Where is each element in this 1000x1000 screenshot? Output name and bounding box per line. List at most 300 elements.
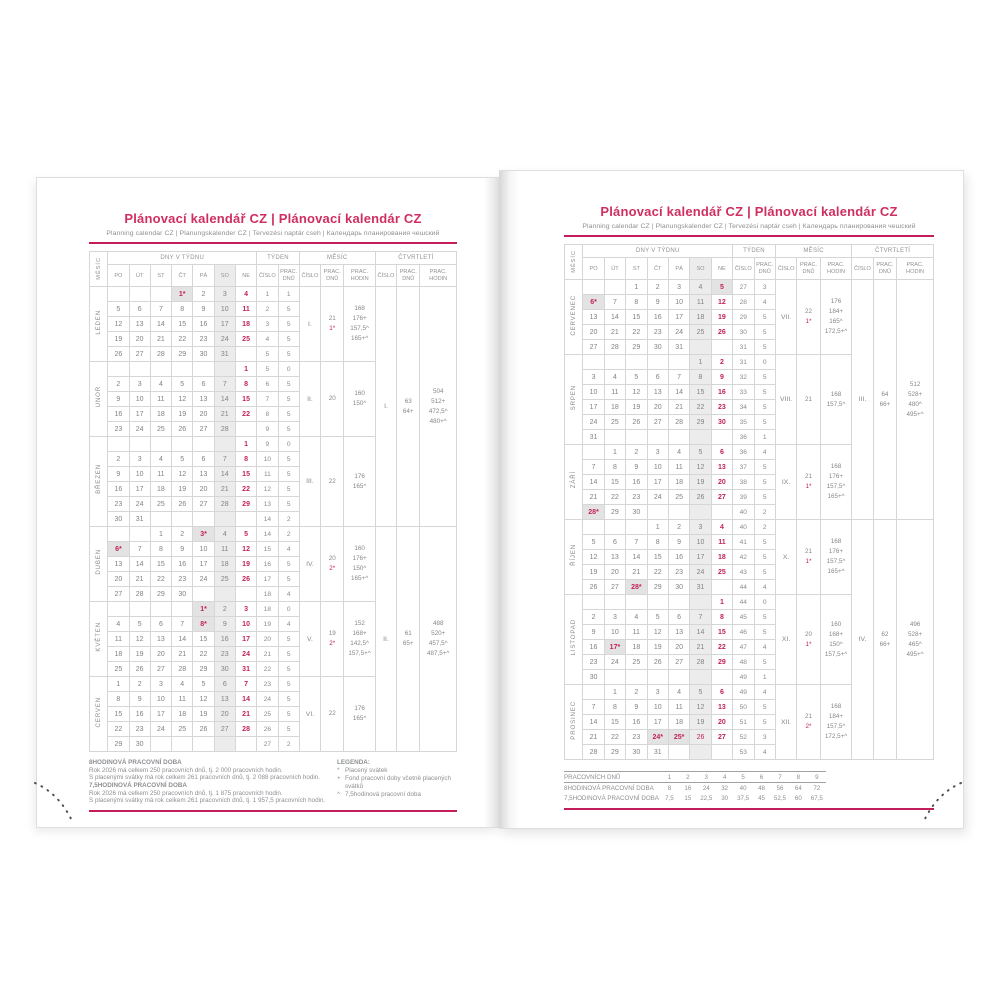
week-number-cell: 50 [733,700,754,715]
day-cell [690,505,711,520]
day-cell: 16 [214,632,235,647]
quarter-hours-cell: 504 512+ 472,5^ 480+^ [420,287,457,527]
day-cell: 20 [583,325,604,340]
day-cell: 25 [214,572,235,587]
day-cell: 11 [604,385,625,400]
day-cell: 28 [604,340,625,355]
day-cell: 29 [172,347,193,362]
legend-item: + Fond pracovní doby včetně placených svátků [337,775,452,790]
day-cell [690,670,711,685]
day-cell: 22 [108,722,129,737]
day-cell: 4 [711,520,732,535]
week-workdays-cell: 0 [754,595,775,610]
day-cell: 9 [193,302,214,317]
day-cell: 7 [626,535,647,550]
quarter-number-cell: I. [375,287,396,527]
week-workdays-cell: 4 [278,542,299,557]
mini-value-cell: 8 [789,772,807,783]
day-cell: 11 [668,700,689,715]
day-cell [626,430,647,445]
day-cell: 6 [193,452,214,467]
week-workdays-cell: 5 [754,310,775,325]
mini-value-cell: 32 [721,784,729,792]
day-cell: 9 [583,625,604,640]
day-cell: 8 [647,535,668,550]
week-workdays-cell: 5 [754,550,775,565]
week-workdays-cell: 4 [754,640,775,655]
day-cell: 20 [711,475,732,490]
quarter-number-cell: II. [375,527,396,752]
footer-rule [564,808,934,810]
day-cell: 6 [668,610,689,625]
day-cell: 20 [647,400,668,415]
day-cell: 16 [108,407,129,422]
mini-value-cell: 56 [776,784,784,792]
day-cell: 13 [214,692,235,707]
page-subtitle: Planning calendar CZ | Planungskalender CZ | Tervezési naptár cseh | Календарь планирования чешский [582,223,916,230]
day-cell: 1 [108,677,129,692]
day-cell [626,670,647,685]
day-cell: 18 [668,475,689,490]
day-cell: 30 [214,662,235,677]
day-cell: 17 [690,550,711,565]
day-cell [129,287,150,302]
day-cell: 16 [626,475,647,490]
day-cell: 9 [108,467,129,482]
week-number-cell: 4 [257,332,278,347]
month-name: ČERVEN [90,677,108,752]
day-cell: 7 [690,610,711,625]
day-cell [235,422,256,437]
day-cell: 10 [647,460,668,475]
day-cell [647,595,668,610]
day-cell: 8* [193,617,214,632]
day-cell: 11 [690,295,711,310]
day-cell: 18 [214,557,235,572]
month-hours-cell: 168 176+ 157,5^ 165+^ [344,287,375,362]
day-cell [690,430,711,445]
day-cell: 4 [604,370,625,385]
week-workdays-cell: 4 [754,685,775,700]
day-cell: 27 [193,497,214,512]
month-name: ŘÍJEN [565,520,583,595]
mini-value-cell: 4 [715,772,733,783]
day-cell: 22 [172,332,193,347]
week-workdays-cell: 0 [754,355,775,370]
day-cell: 25 [150,422,171,437]
day-cell: 3 [668,280,689,295]
week-number-cell: 33 [733,385,754,400]
day-cell [711,670,732,685]
week-number-cell: 36 [733,445,754,460]
week-workdays-cell: 0 [278,602,299,617]
day-cell [214,512,235,527]
day-cell: 7 [172,617,193,632]
day-cell: 5 [647,610,668,625]
month-hours-cell: 168 176+ 157,5^ 165+^ [820,520,852,595]
day-cell: 27 [129,347,150,362]
day-cell: 11 [108,632,129,647]
workhours-mini-table [564,771,826,803]
day-name-header: NE [711,258,732,280]
day-cell: 19 [172,407,193,422]
day-cell: 12 [690,460,711,475]
day-cell: 20 [711,715,732,730]
day-cell: 4 [235,287,256,302]
day-cell [668,670,689,685]
day-cell: 16 [647,310,668,325]
month-name: ZÁŘÍ [565,445,583,520]
month-workdays-cell: 21 1* [797,520,820,595]
sub-header: ČÍSLO [775,258,796,280]
week-number-cell: 31 [733,355,754,370]
week-workdays-cell: 2 [278,737,299,752]
day-cell: 7 [214,452,235,467]
day-cell: 13 [129,317,150,332]
day-cell: 18 [235,317,256,332]
day-cell: 7 [583,460,604,475]
week-workdays-cell: 5 [754,535,775,550]
day-cell: 29 [647,580,668,595]
week-workdays-cell: 4 [754,580,775,595]
day-cell: 20 [193,482,214,497]
day-cell: 15 [235,392,256,407]
week-workdays-cell: 5 [278,707,299,722]
week-number-cell: 31 [733,340,754,355]
day-cell: 10 [150,692,171,707]
day-cell: 29 [604,745,625,760]
day-cell [108,362,129,377]
day-name-header: SO [214,265,235,287]
day-cell: 23 [129,722,150,737]
day-cell: 24 [129,497,150,512]
day-cell: 12 [193,692,214,707]
month-workdays-cell: 21 [797,355,820,445]
day-cell: 2 [583,610,604,625]
day-cell: 12 [711,295,732,310]
day-cell: 29 [604,505,625,520]
week-number-cell: 3 [257,317,278,332]
day-cell: 8 [172,302,193,317]
day-cell: 5 [172,452,193,467]
day-cell: 25 [711,565,732,580]
day-cell: 22 [690,400,711,415]
day-cell: 3 [129,377,150,392]
day-cell: 17* [604,640,625,655]
day-cell: 24 [668,325,689,340]
day-cell: 2 [172,527,193,542]
sub-header: PRAC. HODIN [420,265,457,287]
month-hours-cell: 160 176+ 150^ 165+^ [344,527,375,602]
week-workdays-cell: 5 [278,302,299,317]
day-cell [668,430,689,445]
day-cell: 25 [690,325,711,340]
day-cell: 2 [193,287,214,302]
day-cell: 9 [626,700,647,715]
day-cell: 14 [583,715,604,730]
day-cell: 29 [690,415,711,430]
day-cell [604,670,625,685]
day-cell [172,602,193,617]
day-cell: 13 [668,625,689,640]
day-cell: 27 [711,490,732,505]
week-number-cell: 5 [257,347,278,362]
day-cell: 15 [626,310,647,325]
day-cell: 26 [172,422,193,437]
day-cell: 31 [214,347,235,362]
day-cell: 7 [150,302,171,317]
mini-value-cell: 2 [679,772,697,783]
day-cell: 10 [129,467,150,482]
week-workdays-cell: 5 [278,647,299,662]
planner-book-spread [36,170,964,828]
day-cell: 6 [711,445,732,460]
day-cell: 19 [626,400,647,415]
day-cell: 30 [108,512,129,527]
mini-value-cell: 6 [752,772,770,783]
day-cell: 12 [108,317,129,332]
week-number-cell: 40 [733,520,754,535]
week-workdays-cell: 3 [754,730,775,745]
mini-value-cell: 40 [739,784,747,792]
day-cell: 15 [235,467,256,482]
sub-header: PRAC. DNŮ [873,258,896,280]
week-number-cell: 11 [257,467,278,482]
week-number-cell: 47 [733,640,754,655]
day-cell: 22 [235,482,256,497]
week-number-cell: 26 [257,722,278,737]
week-workdays-cell: 2 [754,520,775,535]
week-workdays-cell: 5 [278,497,299,512]
day-cell: 15 [711,625,732,640]
day-cell: 28 [172,662,193,677]
day-cell: 27 [214,722,235,737]
week-number-cell: 44 [733,580,754,595]
day-cell: 8 [626,295,647,310]
day-name-header: PO [108,265,129,287]
day-cell: 16 [172,557,193,572]
day-cell: 15 [108,707,129,722]
day-cell: 28 [214,422,235,437]
day-cell: 18 [668,715,689,730]
day-cell: 30 [668,580,689,595]
day-cell: 22 [711,640,732,655]
day-name-header: ČT [647,258,668,280]
month-number-cell: I. [299,287,320,362]
mini-value-cell: 7 [771,772,789,783]
day-cell: 25 [235,332,256,347]
day-cell: 11 [626,625,647,640]
week-workdays-cell: 5 [278,407,299,422]
week-workdays-cell: 5 [754,415,775,430]
day-cell [129,602,150,617]
day-cell: 20 [129,332,150,347]
week-number-cell: 5 [257,362,278,377]
sub-header: ČÍSLO [299,265,320,287]
day-cell [604,430,625,445]
week-number-cell: 15 [257,542,278,557]
month-hours-cell: 176 165^ [344,677,375,752]
day-cell [711,580,732,595]
mini-value-cell: 16 [684,784,692,792]
week-number-cell: 8 [257,407,278,422]
week-workdays-cell: 2 [278,512,299,527]
day-cell: 13 [647,385,668,400]
week-number-cell: 22 [257,662,278,677]
day-cell: 25 [108,662,129,677]
day-cell [214,587,235,602]
week-workdays-cell: 3 [754,280,775,295]
day-cell: 15 [604,715,625,730]
day-cell: 15 [172,317,193,332]
day-cell [150,737,171,752]
day-name-header: PÁ [668,258,689,280]
day-cell: 18 [150,482,171,497]
week-number-cell: 10 [257,452,278,467]
month-number-cell: II. [299,362,320,437]
day-cell: 31 [129,512,150,527]
day-cell: 23 [711,400,732,415]
month-name: PROSINEC [565,685,583,760]
day-cell: 24 [235,647,256,662]
week-number-cell: 42 [733,550,754,565]
week-group-header: TÝDEN [733,245,776,258]
day-cell [129,527,150,542]
day-cell: 30 [626,505,647,520]
day-cell [690,595,711,610]
day-cell: 19 [583,565,604,580]
day-cell [214,737,235,752]
day-cell: 1 [604,685,625,700]
day-cell [583,595,604,610]
month-column-header: MĚSÍC [565,245,583,280]
sub-header: PRAC. HODIN [897,258,934,280]
day-cell [150,602,171,617]
day-cell: 12 [690,700,711,715]
sub-header: ČÍSLO [257,265,278,287]
day-cell: 23 [172,572,193,587]
mini-value-cell: 45 [758,794,765,802]
day-cell [711,745,732,760]
week-number-cell: 30 [733,325,754,340]
week-number-cell: 53 [733,745,754,760]
day-cell: 12 [172,467,193,482]
week-number-cell: 14 [257,527,278,542]
day-cell: 8 [235,452,256,467]
footer-rule [89,810,457,812]
day-cell: 20 [193,407,214,422]
day-cell [108,437,129,452]
month-workdays-cell: 19 2* [321,602,344,677]
week-workdays-cell: 5 [278,557,299,572]
days-group-header: DNY V TÝDNU [108,252,257,265]
quarter-workdays-cell: 64 66+ [873,280,896,520]
mini-value-cell: 24 [702,784,710,792]
month-workdays-cell: 20 [321,362,344,437]
day-cell [193,737,214,752]
day-cell: 29 [711,655,732,670]
sub-header: PRAC. DNŮ [278,265,299,287]
day-cell: 25* [668,730,689,745]
mini-value-cell: 67,5 [810,794,823,802]
day-cell: 15 [604,475,625,490]
day-cell: 3 [235,602,256,617]
day-cell [193,587,214,602]
week-workdays-cell: 5 [754,400,775,415]
month-hours-cell: 168 176+ 157,5^ 165+^ [820,445,852,520]
week-number-cell: 46 [733,625,754,640]
day-cell: 22 [193,647,214,662]
week-number-cell: 27 [733,280,754,295]
day-cell: 5 [690,445,711,460]
day-cell: 14 [583,475,604,490]
day-cell: 26 [711,325,732,340]
day-cell: 5 [235,527,256,542]
day-cell: 7 [604,295,625,310]
week-workdays-cell: 5 [278,722,299,737]
week-workdays-cell: 0 [278,362,299,377]
week-workdays-cell: 0 [278,437,299,452]
week-number-cell: 14 [257,512,278,527]
day-cell: 10 [235,617,256,632]
week-number-cell: 28 [733,295,754,310]
day-cell [172,737,193,752]
week-workdays-cell: 5 [278,317,299,332]
day-cell: 13 [711,700,732,715]
week-number-cell: 21 [257,647,278,662]
day-cell: 19 [172,482,193,497]
month-name: LEDEN [90,287,108,362]
day-cell: 6* [583,295,604,310]
quarter-workdays-cell: 62 66+ [873,520,896,760]
quarter-group-header: ČTVRTLETÍ [852,245,934,258]
day-cell: 4 [214,527,235,542]
day-cell: 14 [690,625,711,640]
month-workdays-cell: 21 1* [797,445,820,520]
week-number-cell: 51 [733,715,754,730]
page-title: Plánovací kalendář CZ | Plánovací kalendár CZ [124,211,422,226]
mini-row-label: 8HODINOVÁ PRACOVNÍ DOBA [564,784,654,792]
week-workdays-cell: 5 [754,610,775,625]
day-cell: 26 [235,572,256,587]
day-cell: 1* [193,602,214,617]
week-number-cell: 37 [733,460,754,475]
week-number-cell: 29 [733,310,754,325]
day-cell: 14 [172,632,193,647]
day-cell: 25 [626,655,647,670]
day-cell: 21 [668,400,689,415]
day-cell: 16 [668,550,689,565]
week-number-cell: 13 [257,497,278,512]
month-hours-cell: 176 165^ [344,437,375,527]
sub-header: PRAC. DNŮ [321,265,344,287]
day-cell: 21 [583,490,604,505]
day-cell: 3 [583,370,604,385]
day-cell: 5 [193,677,214,692]
mini-value-cell: 15 [684,794,692,802]
day-cell: 20 [214,707,235,722]
day-cell: 18 [711,550,732,565]
day-cell: 17 [193,557,214,572]
sub-header: PRAC. DNŮ [754,258,775,280]
day-cell: 4 [172,677,193,692]
day-cell: 16 [129,707,150,722]
day-cell: 15 [193,632,214,647]
week-number-cell: 27 [257,737,278,752]
day-cell: 8 [711,610,732,625]
day-cell: 16 [193,317,214,332]
day-cell [711,430,732,445]
